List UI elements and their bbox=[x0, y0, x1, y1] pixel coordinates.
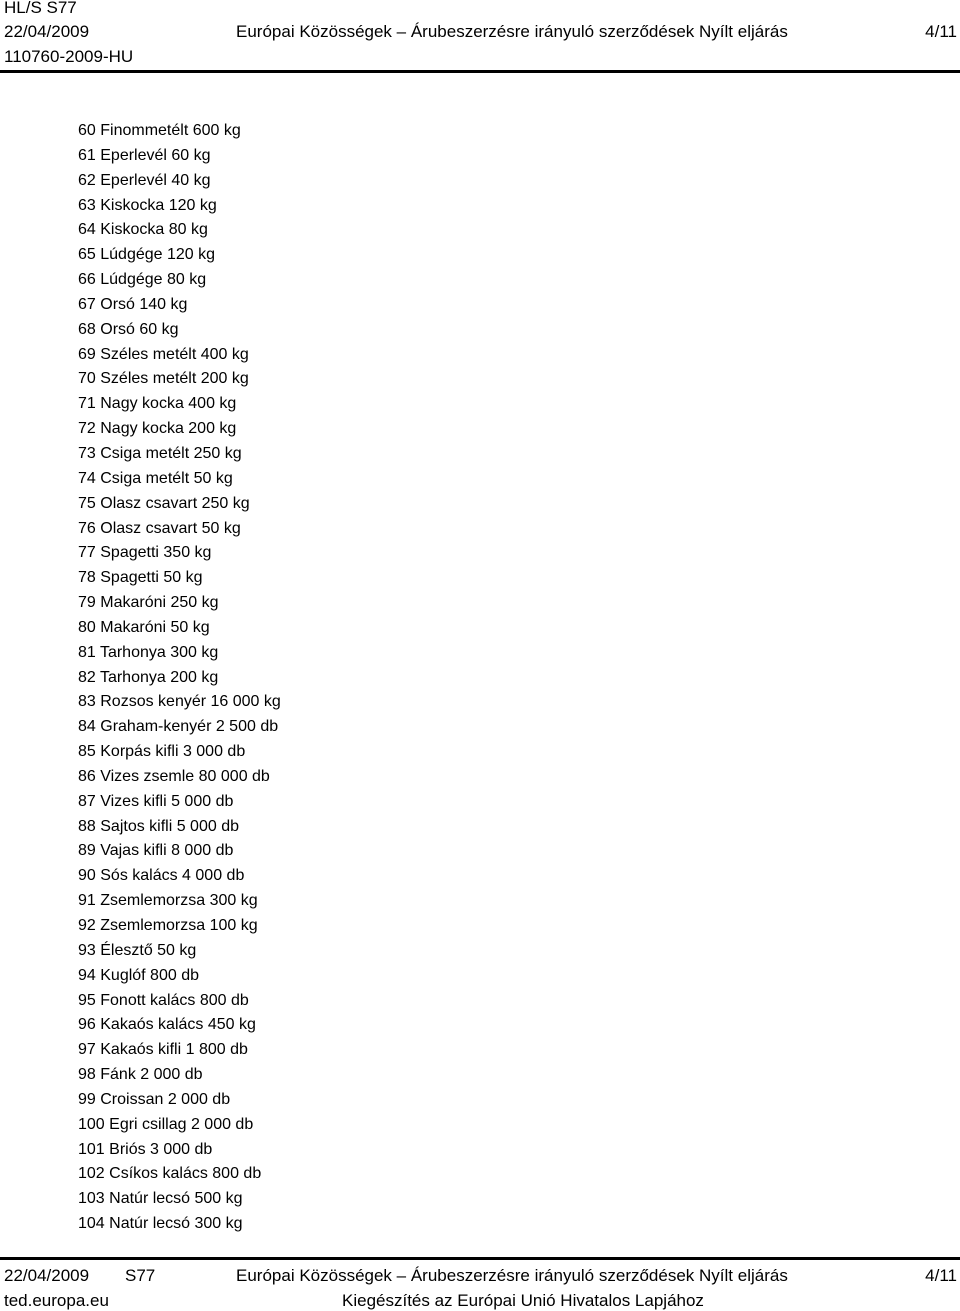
list-item: 92 Zsemlemorzsa 100 kg bbox=[78, 917, 258, 934]
item-list bbox=[78, 119, 281, 1237]
footer-page-number: 4/11 bbox=[925, 1266, 957, 1285]
list-item: 87 Vizes kifli 5 000 db bbox=[78, 792, 234, 810]
list-item: 90 Sós kalács 4 000 db bbox=[78, 867, 245, 885]
footer-rule bbox=[0, 1257, 960, 1260]
list-item: 73 Csiga metélt 250 kg bbox=[78, 444, 242, 462]
list-item: 61 Eperlevél 60 kg bbox=[78, 146, 211, 164]
list-item: 64 Kiskocka 80 kg bbox=[78, 221, 208, 239]
list-item: 75 Olasz csavart 250 kg bbox=[78, 494, 250, 512]
footer-title: Európai Közösségek – Árubeszerzésre irányuló szerződések Nyílt eljárás bbox=[236, 1266, 788, 1285]
list-item: 100 Egri csillag 2 000 db bbox=[78, 1115, 254, 1133]
list-item: 74 Csiga metélt 50 kg bbox=[78, 469, 233, 487]
footer-series: S77 bbox=[125, 1266, 156, 1285]
list-item: 78 Spagetti 50 kg bbox=[78, 569, 203, 587]
list-item: 81 Tarhonya 300 kg bbox=[78, 643, 219, 661]
list-item: 86 Vizes zsemle 80 000 db bbox=[78, 767, 270, 785]
list-item: 103 Natúr lecsó 500 kg bbox=[78, 1190, 243, 1208]
list-item: 95 Fonott kalács 800 db bbox=[78, 991, 249, 1009]
footer-date: 22/04/2009 bbox=[4, 1266, 90, 1285]
footer-site-link[interactable]: ted.europa.eu bbox=[4, 1291, 109, 1310]
list-item: 63 Kiskocka 120 kg bbox=[78, 196, 217, 214]
notice-id: 110760-2009-HU bbox=[4, 47, 134, 66]
list-item: 96 Kakaós kalács 450 kg bbox=[78, 1016, 256, 1034]
list-item: 102 Csíkos kalács 800 db bbox=[78, 1165, 262, 1183]
list-item: 104 Natúr lecsó 300 kg bbox=[78, 1215, 243, 1233]
list-item: 84 Graham-kenyér 2 500 db bbox=[78, 718, 279, 736]
doc-code: HL/S S77 bbox=[4, 0, 77, 17]
list-item: 68 Orsó 60 kg bbox=[78, 320, 179, 338]
header-page-number: 4/11 bbox=[925, 22, 957, 41]
list-item: 93 Élesztő 50 kg bbox=[78, 941, 197, 959]
list-item: 71 Nagy kocka 400 kg bbox=[78, 395, 237, 413]
list-item: 79 Makaróni 250 kg bbox=[78, 594, 219, 612]
list-item: 89 Vajas kifli 8 000 db bbox=[78, 842, 234, 860]
list-item: 69 Széles metélt 400 kg bbox=[78, 345, 249, 363]
list-item: 94 Kuglóf 800 db bbox=[78, 966, 199, 984]
list-item: 72 Nagy kocka 200 kg bbox=[78, 420, 237, 438]
list-item: 85 Korpás kifli 3 000 db bbox=[78, 743, 246, 761]
list-item: 76 Olasz csavart 50 kg bbox=[78, 519, 241, 537]
list-item: 62 Eperlevél 40 kg bbox=[78, 171, 211, 189]
list-item: 77 Spagetti 350 kg bbox=[78, 544, 212, 562]
list-item: 82 Tarhonya 200 kg bbox=[78, 668, 219, 686]
list-item: 97 Kakaós kifli 1 800 db bbox=[78, 1041, 248, 1059]
list-item: 80 Makaróni 50 kg bbox=[78, 618, 210, 636]
list-item: 66 Lúdgége 80 kg bbox=[78, 271, 207, 289]
list-item: 101 Briós 3 000 db bbox=[78, 1140, 213, 1158]
list-item: 70 Széles metélt 200 kg bbox=[78, 370, 249, 388]
list-item: 67 Orsó 140 kg bbox=[78, 295, 188, 313]
list-item: 99 Croissan 2 000 db bbox=[78, 1090, 231, 1108]
header-date: 22/04/2009 bbox=[4, 22, 90, 41]
list-item: 98 Fánk 2 000 db bbox=[78, 1066, 203, 1084]
list-item: 91 Zsemlemorzsa 300 kg bbox=[78, 892, 258, 910]
list-item: 88 Sajtos kifli 5 000 db bbox=[78, 817, 239, 835]
header-title: Európai Közösségek – Árubeszerzésre irányuló szerződések Nyílt eljárás bbox=[236, 22, 788, 41]
list-item: 60 Finommetélt 600 kg bbox=[78, 122, 241, 139]
footer-supplement: Kiegészítés az Európai Unió Hivatalos Lapjához bbox=[342, 1291, 704, 1310]
list-item: 83 Rozsos kenyér 16 000 kg bbox=[78, 693, 281, 711]
header-rule bbox=[0, 70, 960, 73]
list-item: 65 Lúdgége 120 kg bbox=[78, 246, 216, 264]
